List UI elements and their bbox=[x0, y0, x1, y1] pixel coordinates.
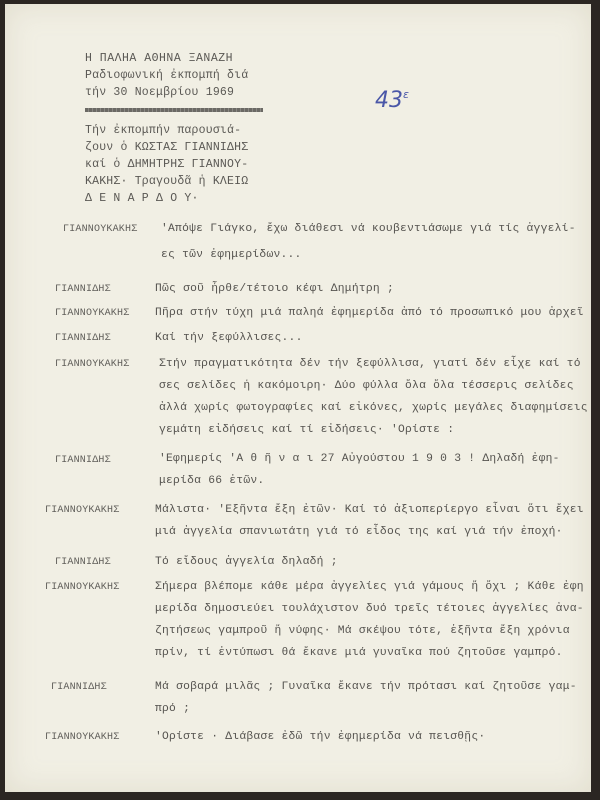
speaker-label: ΓΙΑΝΝΙΔΗΣ bbox=[55, 333, 111, 344]
credits-line: καί ὁ ΔΗΜΗΤΡΗΣ ΓΙΑΝΝΟΥ- bbox=[85, 158, 249, 171]
speaker-label: ΓΙΑΝΝΟΥΚΑΚΗΣ bbox=[45, 732, 120, 743]
dialogue-line: Μά σοβαρά μιλᾶς ; Γυναῖκα ἔκανε τήν πρότασι καί ζητοῦσε γαμ- bbox=[155, 681, 577, 693]
speaker-label: ΓΙΑΝΝΟΥΚΑΚΗΣ bbox=[45, 582, 120, 593]
dialogue-line: Πῆρα στήν τύχη μιά παληά ἐφημερίδα ἀπό τό προσωπικό μου ἀρχεῖ bbox=[155, 307, 584, 319]
dialogue-line: Καί τήν ξεφύλλισες... bbox=[155, 332, 303, 344]
dialogue-line: μερίδα 66 ἐτῶν. bbox=[159, 475, 265, 487]
speaker-label: ΓΙΑΝΝΙΔΗΣ bbox=[55, 455, 111, 466]
header-divider bbox=[85, 108, 263, 112]
dialogue-line: Στήν πραγματικότητα δέν τήν ξεφύλλισα, γιατί δέν εἶχε καί τό bbox=[159, 358, 581, 370]
dialogue-line: ἀλλά χωρίς φωτογραφίες καί εἰκόνες, χωρίς μεγάλες διαφημίσεις bbox=[159, 402, 588, 414]
dialogue-line: Τό εἴδους ἀγγελία δηλαδή ; bbox=[155, 556, 338, 568]
dialogue-line: μιά ἀγγελία σπανιωτάτη γιά τό εἶδος της καί γιά τήν ἐποχή· bbox=[155, 526, 563, 538]
speaker-label: ΓΙΑΝΝΟΥΚΑΚΗΣ bbox=[55, 308, 130, 319]
dialogue-line: 'Απόψε Γιάγκο, ἔχω διάθεσι νά κουβεντιάσωμε γιά τίς ἀγγελί- bbox=[161, 223, 576, 235]
dialogue-line: Μάλιστα· 'Εξῆντα ἔξη ἐτῶν· Καί τό ἀξιοπερίεργο εἶναι ὅτι ἔχει bbox=[155, 504, 584, 516]
dialogue-line: πρό ; bbox=[155, 703, 191, 715]
dialogue-line: γεμάτη εἰδήσεις καί τί εἰδήσεις· 'Ορίστε : bbox=[159, 424, 455, 436]
dialogue-line: 'Ορίστε · Διάβασε ἐδῶ τήν ἐφημερίδα νά πεισθῇς· bbox=[155, 731, 486, 743]
speaker-label: ΓΙΑΝΝΟΥΚΑΚΗΣ bbox=[63, 224, 138, 235]
dialogue-line: Πῶς σοῦ ἦρθε/τέτοιο κέφι Δημήτρη ; bbox=[155, 283, 394, 295]
credits-line: ζουν ὁ ΚΩΣΤΑΣ ΓΙΑΝΝΙΔΗΣ bbox=[85, 141, 249, 154]
program-title: Η ΠΑΛΗΑ ΑΘΗΝΑ ΞΑΝΑΖΗ bbox=[85, 52, 234, 65]
dialogue-line: 'Εφημερίς 'Α θ ῆ ν α ι 27 Αὐγούστου 1 9 0 3 ! Δηλαδή ἐφη- bbox=[159, 453, 560, 465]
speaker-label: ΓΙΑΝΝΙΔΗΣ bbox=[55, 557, 111, 568]
header-block bbox=[85, 50, 285, 207]
handwritten-page-number: $43^\varepsilon$ bbox=[375, 88, 409, 113]
dialogue-line: ες τῶν ἐφημερίδων... bbox=[161, 249, 302, 261]
credits-line: ΚΑΚΗΣ· Τραγουδᾶ ἡ ΚΛΕΙΩ bbox=[85, 175, 249, 188]
typewritten-page bbox=[5, 4, 591, 792]
credits-line: Τήν ἐκπομπήν παρουσιά- bbox=[85, 124, 242, 137]
program-date-line: τήν 30 Νοεμβρίου 1969 bbox=[85, 86, 235, 99]
credits-line: Δ Ε Ν Α Ρ Δ Ο Υ· bbox=[85, 192, 199, 205]
speaker-label: ΓΙΑΝΝΟΥΚΑΚΗΣ bbox=[45, 505, 120, 516]
dialogue-line: μερίδα δημοσιεύει τουλάχιστον δυό τρεῖς τέτοιες ἀγγελίες ἀνα- bbox=[155, 603, 584, 615]
speaker-label: ΓΙΑΝΝΙΔΗΣ bbox=[51, 682, 107, 693]
speaker-label: ΓΙΑΝΝΟΥΚΑΚΗΣ bbox=[55, 359, 130, 370]
dialogue-line: σες σελίδες ἡ κακόμοιρη· Δύο φύλλα ὅλα ὅλα τέσσερις σελίδες bbox=[159, 380, 574, 392]
dialogue-line: Σήμερα βλέπομε κάθε μέρα ἀγγελίες γιά γάμους ἤ ὄχι ; Κάθε ἐφη bbox=[155, 581, 584, 593]
program-subtitle-line1: Ραδιοφωνική ἐκπομπή διά bbox=[85, 69, 249, 82]
speaker-label: ΓΙΑΝΝΙΔΗΣ bbox=[55, 284, 111, 295]
dialogue-line: πρίν, τί ἐντύπωσι θά ἔκανε μιά γυναῖκα πού ζητοῦσε γαμπρό. bbox=[155, 647, 563, 659]
dialogue-line: ζητήσεως γαμπροῦ ἤ νύφης· Μά σκέψου τότε, ἑξῆντα ἔξη χρόνια bbox=[155, 625, 570, 637]
